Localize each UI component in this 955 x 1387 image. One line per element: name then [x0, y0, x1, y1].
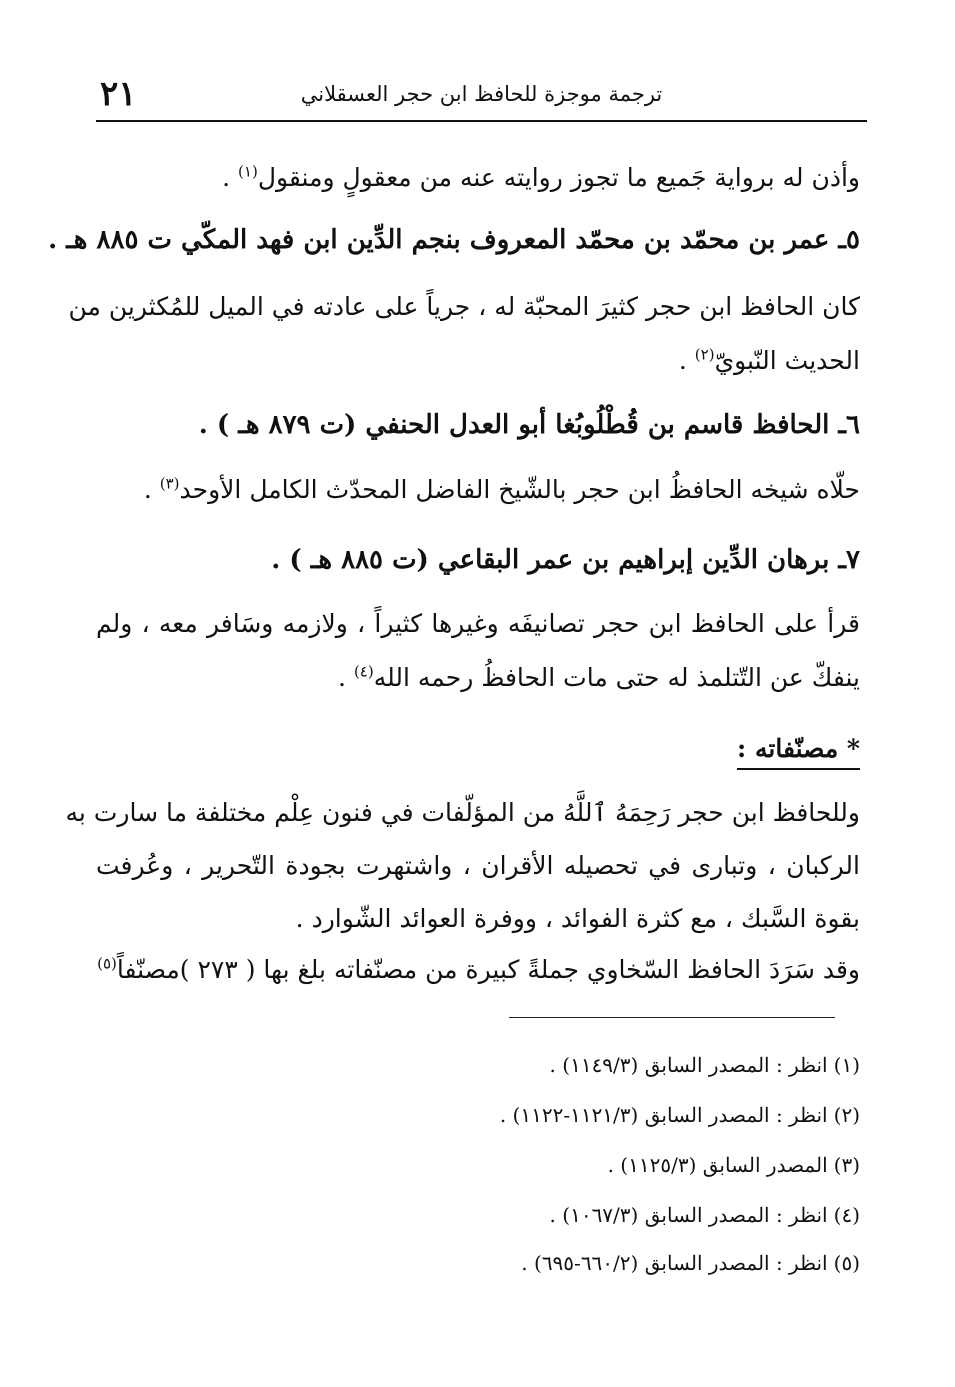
footnote-ref: (٣) [159, 474, 180, 493]
text-span: ينفكّ عن التّتلمذ له حتى مات الحافظُ رحمه الله [373, 663, 860, 692]
text-span: . [143, 475, 160, 504]
footnote-ref: (٤) [353, 662, 374, 681]
footnote [608, 1149, 860, 1181]
text-span: . [678, 346, 695, 375]
header-rule [96, 120, 867, 122]
numbered-heading: ٦ـ الحافظ قاسم بن قُطْلُوبُغا أبو العدل الحنفي (ت ٨٧٩ هـ ) . [198, 410, 860, 440]
numbered-heading: ٥ـ عمر بن محمّد بن محمّد المعروف بنجم الدِّين ابن فهد المكّي ت ٨٨٥ هـ . [48, 225, 860, 255]
text-line: بقوة السَّبك ، مع كثرة الفوائد ، ووفرة العوائد الشّوارد . [295, 904, 860, 933]
footnote-mark: (٣) [833, 1153, 860, 1177]
page-number: ٢١ [100, 74, 137, 114]
footnote-ref: (١) [238, 162, 258, 181]
footnote-text: انظر : المصدر السابق (١٠٦٧/٣) . [549, 1203, 828, 1227]
footnote-ref: (٥) [97, 954, 117, 973]
numbered-heading: ٧ـ برهان الدِّين إبراهيم بن عمر البقاعي (ت ٨٨٥ هـ ) . [271, 545, 860, 575]
text-line: الركبان ، وتبارى في تحصيله الأقران ، واشتهرت بجودة التّحرير ، وعُرفت [96, 851, 860, 880]
running-title: ترجمة موجزة للحافظ ابن حجر العسقلاني [300, 82, 663, 106]
text-span: حلّاه شيخه الحافظُ ابن حجر بالشّيخ الفاضل المحدّث الكامل الأوحد [179, 475, 860, 504]
footnote-text: المصدر السابق (١١٢٥/٣) . [607, 1153, 828, 1177]
text-span: . [338, 663, 354, 692]
text-line: قرأ على الحافظ ابن حجر تصانيفَه وغيرها كثيراً ، ولازمه وسَافر معه ، ولم [96, 609, 860, 638]
footnote [550, 1049, 860, 1081]
text-line [96, 341, 860, 381]
text-line: وللحافظ ابن حجر رَحِمَهُ ٱللَّهُ من المؤلّفات في فنون عِلْم مختلفة ما سارت به [65, 798, 860, 827]
footnote-mark: (٤) [833, 1203, 860, 1227]
footnote-mark: (٢) [833, 1103, 860, 1127]
footnote-ref: (٢) [694, 345, 715, 364]
text-line: كان الحافظ ابن حجر كثيرَ المحبّة له ، جرياً على عادته في الميل للمُكثرين من [68, 292, 860, 321]
footnote [500, 1099, 860, 1131]
text-line [96, 470, 860, 510]
text-line [96, 950, 860, 990]
footnote-text: انظر : المصدر السابق (٦٦٠/٢-٦٩٥) . [521, 1251, 828, 1275]
text-span: الحديث النّبويّ [714, 346, 860, 375]
section-title: * مصنّفاته : [737, 731, 860, 770]
text-line [96, 658, 860, 698]
footnote-text: انظر : المصدر السابق (١١٤٩/٣) . [549, 1053, 828, 1077]
footnote-mark: (٥) [833, 1251, 860, 1275]
footnote [521, 1247, 860, 1279]
text-line [96, 158, 860, 198]
text-span: وأذن له برواية جَميع ما تجوز روايته عنه من معقولٍ ومنقول [257, 163, 860, 192]
footnote-text: انظر : المصدر السابق (١١٢١/٣-١١٢٢) . [499, 1103, 828, 1127]
footnote-mark: (١) [833, 1053, 860, 1077]
page-header [96, 70, 867, 122]
footnote-separator [509, 1017, 835, 1018]
footnote [550, 1199, 860, 1231]
text-span: . [222, 163, 239, 192]
text-span: وقد سَرَدَ الحافظ السّخاوي جملةً كبيرة من مصنّفاته بلغ بها ( ٢٧٣ )مصنّفاً [116, 955, 860, 984]
